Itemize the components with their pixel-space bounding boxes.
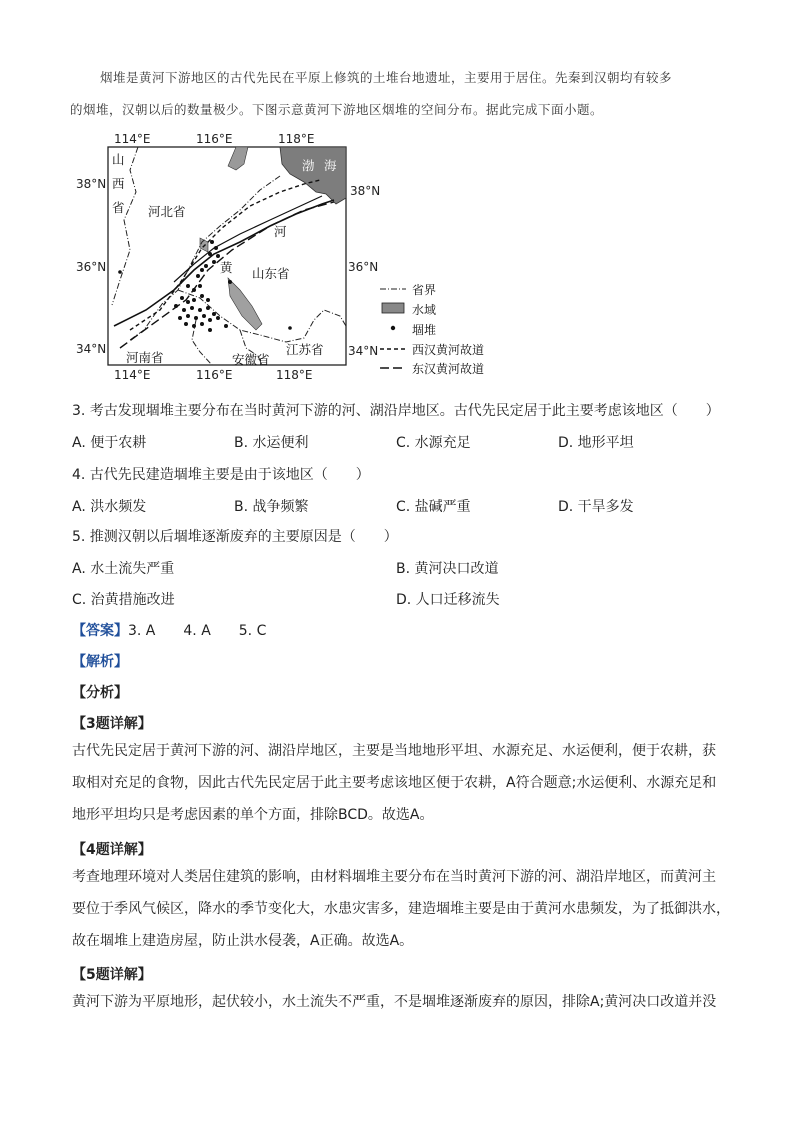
legend-water-symbol: [382, 303, 404, 313]
coord-bot-114: 114°E: [114, 368, 151, 382]
legend-western-han: 西汉黄河故道: [412, 343, 485, 357]
question-3-stem: 3. 考古发现堌堆主要分布在当时黄河下游的河、湖沿岸地区。古代先民定居于此主要考虑该地区（ ）: [72, 403, 720, 419]
fenxi-tag: 【分析】: [72, 685, 128, 701]
detail-4-tag: 【4题详解】: [72, 842, 152, 858]
yellow-river-map: [76, 130, 510, 390]
coord-top-116: 116°E: [196, 132, 233, 146]
detail-3-line-2: 取相对充足的食物，因此古代先民定居于此主要考虑该地区便于农耕，A符合题意;水运便利、水源充足和: [72, 775, 717, 791]
label-shan: 山: [112, 152, 125, 167]
coord-left-38: 38°N: [76, 177, 107, 191]
water-north: [228, 147, 248, 170]
question-3-option-d: D. 地形平坦: [558, 435, 634, 451]
label-xi: 西: [112, 176, 125, 191]
question-4-option-c: C. 盐碱严重: [396, 499, 471, 515]
detail-4-line-2: 要位于季风气候区，降水的季节变化大，水患灾害多，建造堌堆主要是由于黄河水患频发，为了抵御洪水，: [72, 901, 730, 917]
coord-right-34: 34°N: [348, 344, 379, 358]
legend-mound-symbol: [391, 326, 395, 330]
question-5-option-d: D. 人口迁移流失: [396, 592, 500, 608]
detail-3-tag: 【3题详解】: [72, 716, 152, 732]
detail-5-tag: 【5题详解】: [72, 967, 152, 983]
label-jiangsu: 江苏省: [286, 342, 324, 357]
question-5-option-a: A. 水土流失严重: [72, 561, 175, 577]
question-3-option-c: C. 水源充足: [396, 435, 471, 451]
question-4-option-b: B. 战争频繁: [234, 499, 309, 515]
label-henan: 河南省: [126, 350, 164, 365]
coord-bot-116: 116°E: [196, 368, 233, 382]
answer-tag: 【答案】: [72, 623, 128, 639]
intro-line-1: 烟堆是黄河下游地区的古代先民在平原上修筑的土堆台地遗址，主要用于居住。先秦到汉朝均有较多: [100, 70, 673, 85]
answer-line: [72, 620, 266, 640]
legend-mound: 堌堆: [412, 323, 437, 337]
detail-3-line-3: 地形平坦均只是考虑因素的单个方面，排除BCD。故选A。: [72, 807, 434, 823]
detail-4-line-3: 故在堌堆上建造房屋，防止洪水侵袭，A正确。故选A。: [72, 933, 414, 949]
question-4-stem: 4. 古代先民建造堌堆主要是由于该地区（ ）: [72, 467, 370, 483]
question-5-option-c: C. 治黄措施改进: [72, 592, 175, 608]
lake-south: [228, 278, 262, 330]
label-bo: 渤: [302, 158, 315, 173]
label-hebei: 河北省: [148, 204, 186, 219]
label-huang: 黄: [220, 260, 233, 275]
question-5-option-b: B. 黄河决口改道: [396, 561, 499, 577]
coord-top-114: 114°E: [114, 132, 151, 146]
coord-left-36: 36°N: [76, 260, 107, 274]
legend-province: 省界: [412, 283, 437, 297]
legend-eastern-han: 东汉黄河故道: [412, 362, 485, 376]
coord-bot-118: 118°E: [276, 368, 313, 382]
label-sheng: 省: [112, 200, 125, 215]
question-3-option-a: A. 便于农耕: [72, 435, 147, 451]
detail-4-line-1: 考查地理环境对人类居住建筑的影响，由材料堌堆主要分布在当时黄河下游的河、湖沿岸地区，而黄河主: [72, 869, 716, 885]
legend-water: 水域: [412, 303, 437, 317]
border-shanxi: [112, 147, 138, 305]
question-3-option-b: B. 水运便利: [234, 435, 309, 451]
mound-dots: [118, 240, 292, 332]
answer-text: 3. A 4. A 5. C: [128, 623, 267, 639]
label-shandong: 山东省: [252, 266, 290, 281]
detail-5-line-1: 黄河下游为平原地形，起伏较小，水土流失不严重，不是堌堆逐渐废弃的原因，排除A;黄河决口改道并没: [72, 994, 717, 1010]
detail-3-line-1: 古代先民定居于黄河下游的河、湖沿岸地区，主要是当地地形平坦、水源充足、水运便利，便于农耕，获: [72, 743, 716, 759]
question-4-option-d: D. 干旱多发: [558, 499, 634, 515]
intro-line-2: 的烟堆，汉朝以后的数量极少。下图示意黄河下游地区烟堆的空间分布。据此完成下面小题。: [70, 102, 604, 117]
label-anhui: 安徽省: [232, 352, 270, 367]
coord-left-34: 34°N: [76, 342, 107, 356]
question-4-option-a: A. 洪水频发: [72, 499, 147, 515]
label-hai: 海: [324, 158, 337, 173]
analysis-tag: 【解析】: [72, 654, 128, 670]
coord-right-38: 38°N: [350, 184, 381, 198]
question-5-stem: 5. 推测汉朝以后堌堆逐渐废弃的主要原因是（ ）: [72, 529, 398, 545]
label-he: 河: [274, 224, 287, 239]
coord-top-118: 118°E: [278, 132, 315, 146]
coord-right-36: 36°N: [348, 260, 379, 274]
